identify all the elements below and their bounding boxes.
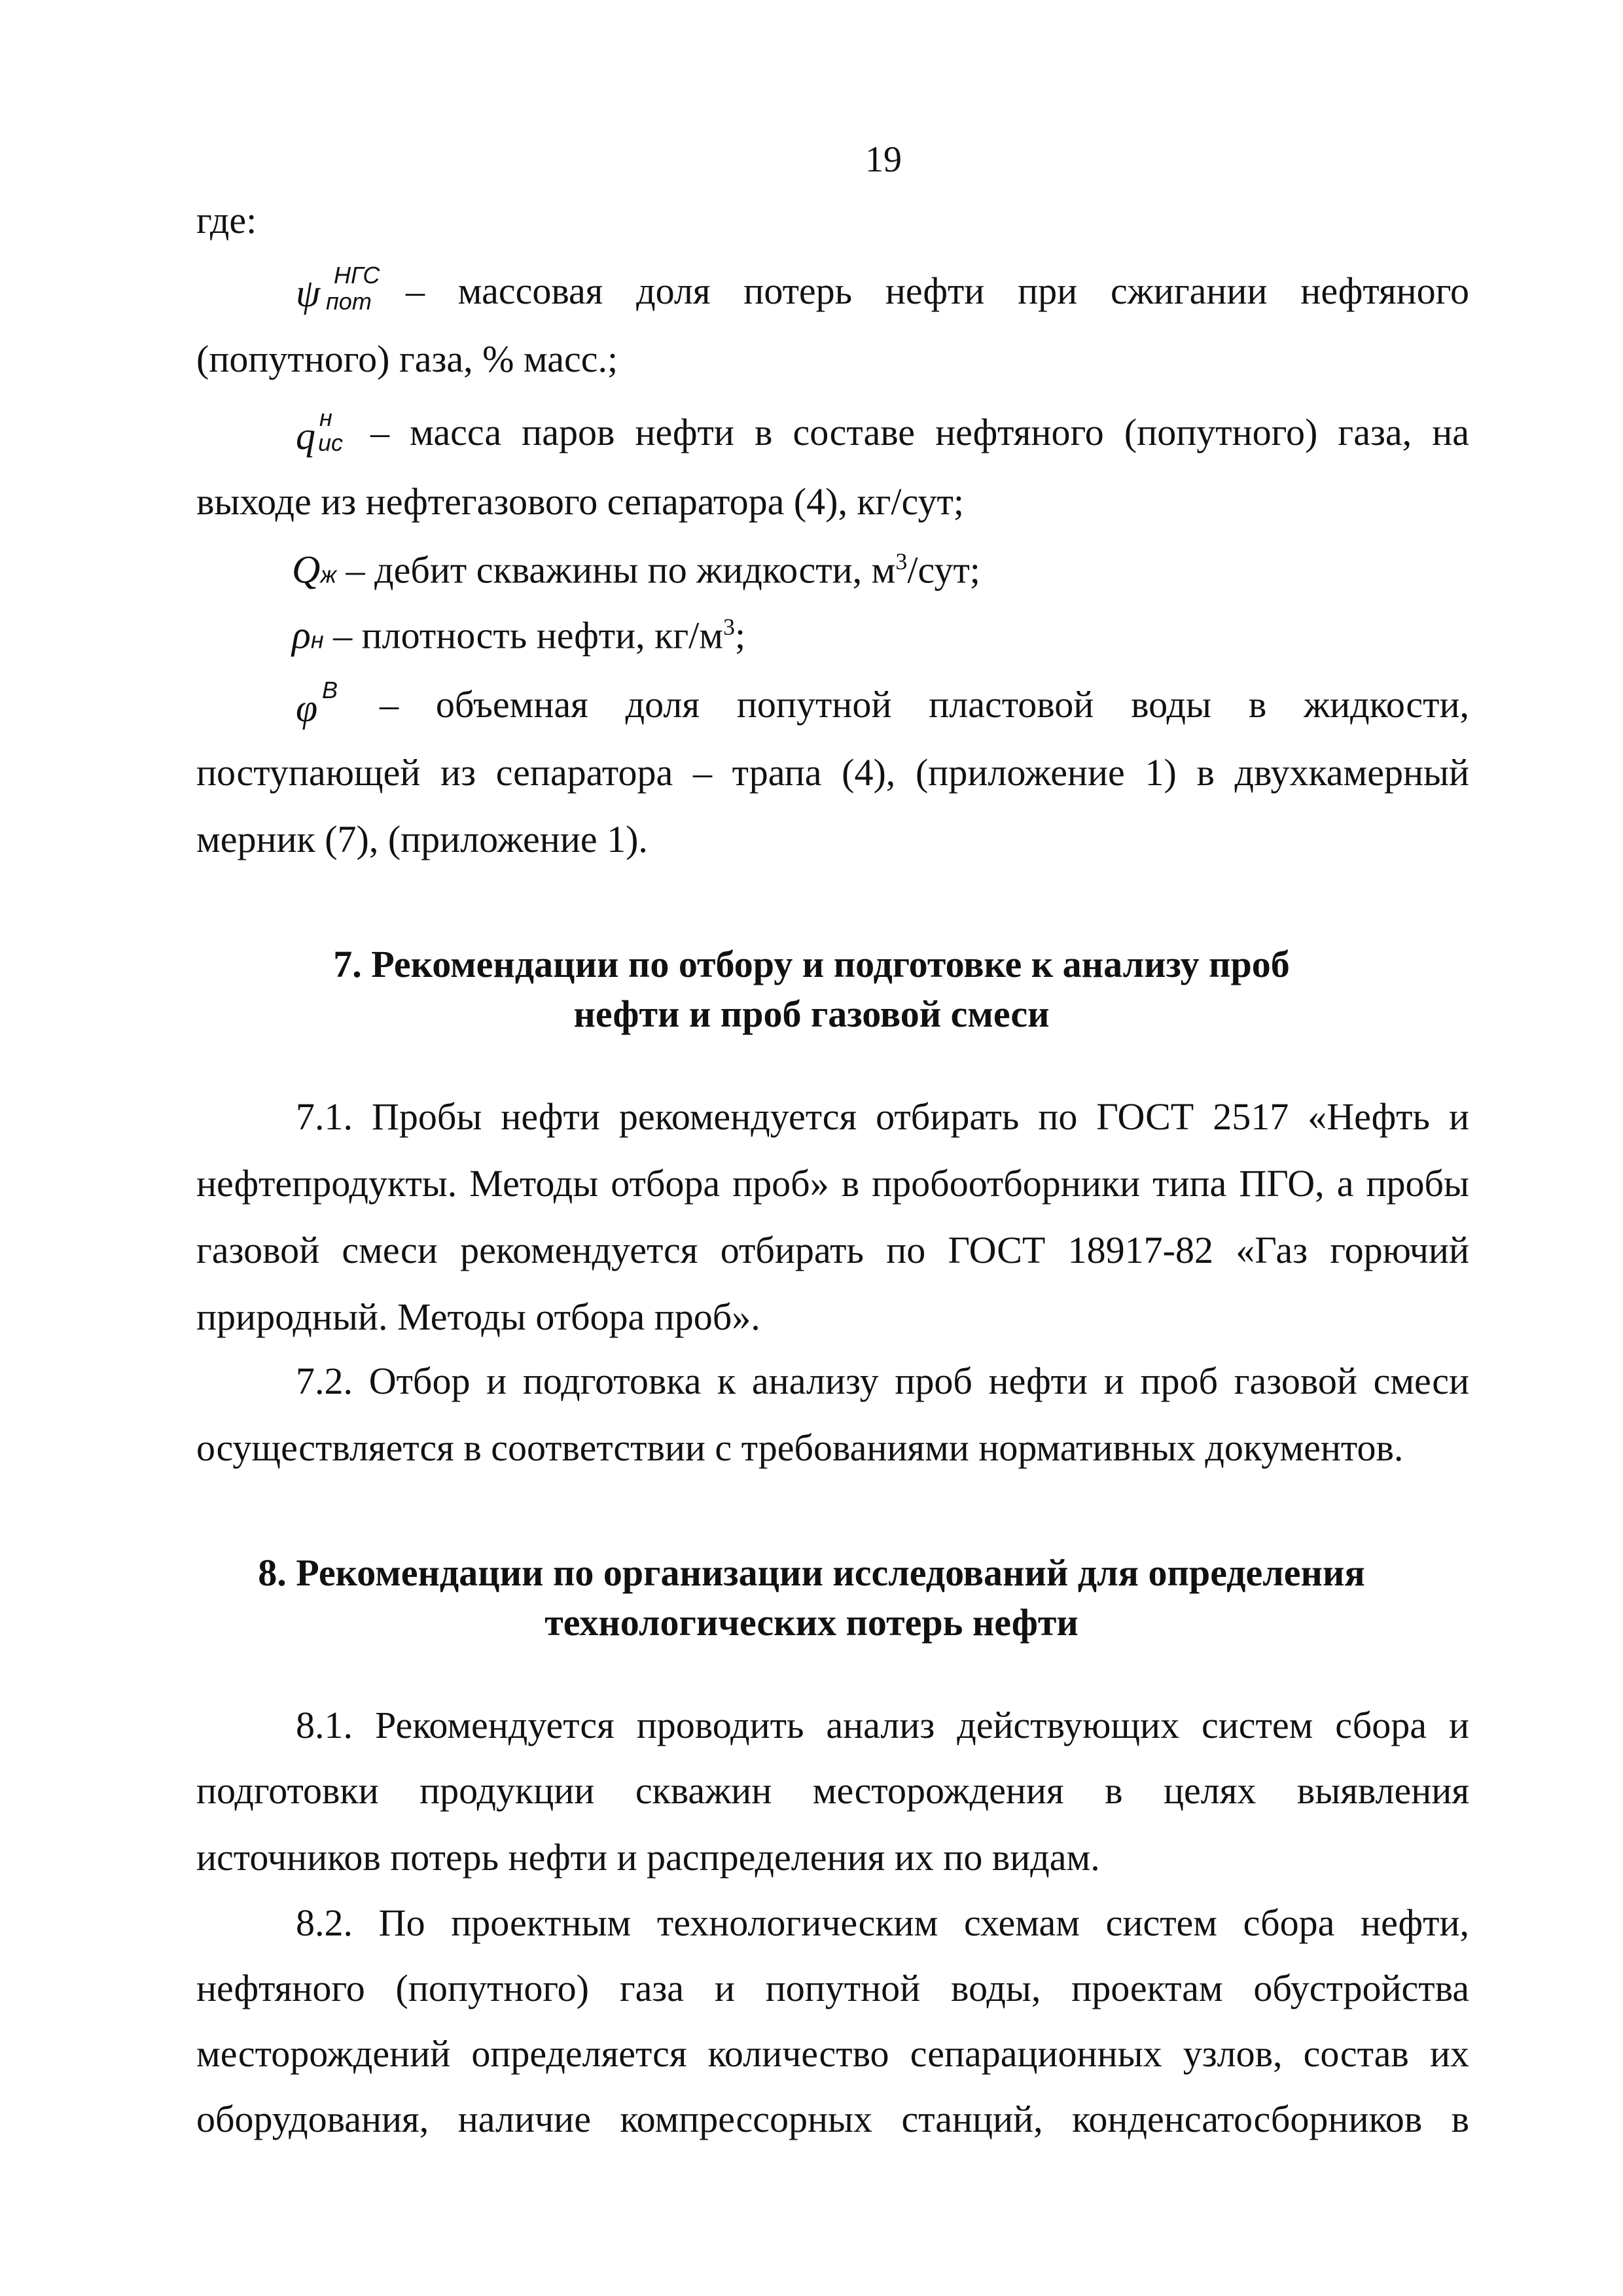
section-7-heading-line1: 7. Рекомендации по отбору и подготовке к анализу проб (333, 943, 1290, 985)
section-7-heading-line2: нефти и проб газовой смеси (573, 993, 1050, 1035)
q-definition-line2: выходе из нефтегазового сепаратора (4), кг/сут; (196, 480, 964, 523)
paragraph-7-1-line4: природный. Методы отбора проб». (196, 1296, 760, 1338)
paragraph-7-1-line3: газовой смеси рекомендуется отбирать по ГОСТ 18917-82 «Газ горючий (196, 1229, 1469, 1271)
q-symbol: q н ис (296, 404, 344, 457)
page-number: 19 (865, 139, 902, 180)
paragraph-8-1-line3: источников потерь нефти и распределения их по видам. (196, 1836, 1100, 1879)
rho-definition: ρн – плотность нефти, $кг/м^3$; (292, 613, 746, 657)
phi-definition-line3: мерник (7), (приложение 1). (196, 818, 648, 860)
phi-symbol: φ В (296, 677, 338, 730)
paragraph-7-2-line2: осуществляется в соответствии с требованиями нормативных документов. (196, 1426, 1404, 1469)
paragraph-7-1-line1: 7.1. Пробы нефти рекомендуется отбирать по ГОСТ 2517 «Нефть и (296, 1095, 1469, 1138)
paragraph-8-2-line4: оборудования, наличие компрессорных станций, конденсатосборников в (196, 2098, 1469, 2140)
q-definition-line1: – масса паров нефти в составе нефтяного (попутного) газа, на (370, 411, 1469, 453)
phi-definition-line2: поступающей из сепаратора – трапа (4), (приложение 1) в двухкамерный (196, 751, 1469, 794)
psi-definition-line1: – массовая доля потерь нефти при сжигании нефтяного (406, 270, 1469, 312)
paragraph-7-2-line1: 7.2. Отбор и подготовка к анализу проб нефти и проб газовой смеси (296, 1360, 1469, 1402)
psi-definition-line2: (попутного) газа, % масс.; (196, 338, 618, 380)
section-8-heading-line2: технологических потерь нефти (544, 1601, 1079, 1644)
section-8-heading-line1: 8. Рекомендации по организации исследований для определения (258, 1551, 1365, 1594)
paragraph-7-1-line2: нефтепродукты. Методы отбора проб» в пробоотборники типа ПГО, а пробы (196, 1162, 1469, 1205)
Q-definition: Qж – дебит скважины по жидкости, $м^3$/сут; (292, 548, 980, 592)
paragraph-8-2-line2: нефтяного (попутного) газа и попутной воды, проектам обустройства (196, 1967, 1469, 2009)
paragraph-8-2-line1: 8.2. По проектным технологическим схемам систем сбора нефти, (296, 1901, 1469, 1944)
paragraph-8-1-line1: 8.1. Рекомендуется проводить анализ действующих систем сбора и (296, 1704, 1469, 1746)
paragraph-8-1-line2: подготовки продукции скважин месторождения в целях выявления (196, 1769, 1469, 1812)
paragraph-8-2-line3: месторождений определяется количество сепарационных узлов, состав их (196, 2032, 1469, 2075)
phi-definition-line1: – объемная доля попутной пластовой воды в жидкости, (380, 683, 1469, 726)
where-label: где: (196, 199, 257, 241)
psi-symbol: ψ НГС пот (296, 262, 380, 315)
